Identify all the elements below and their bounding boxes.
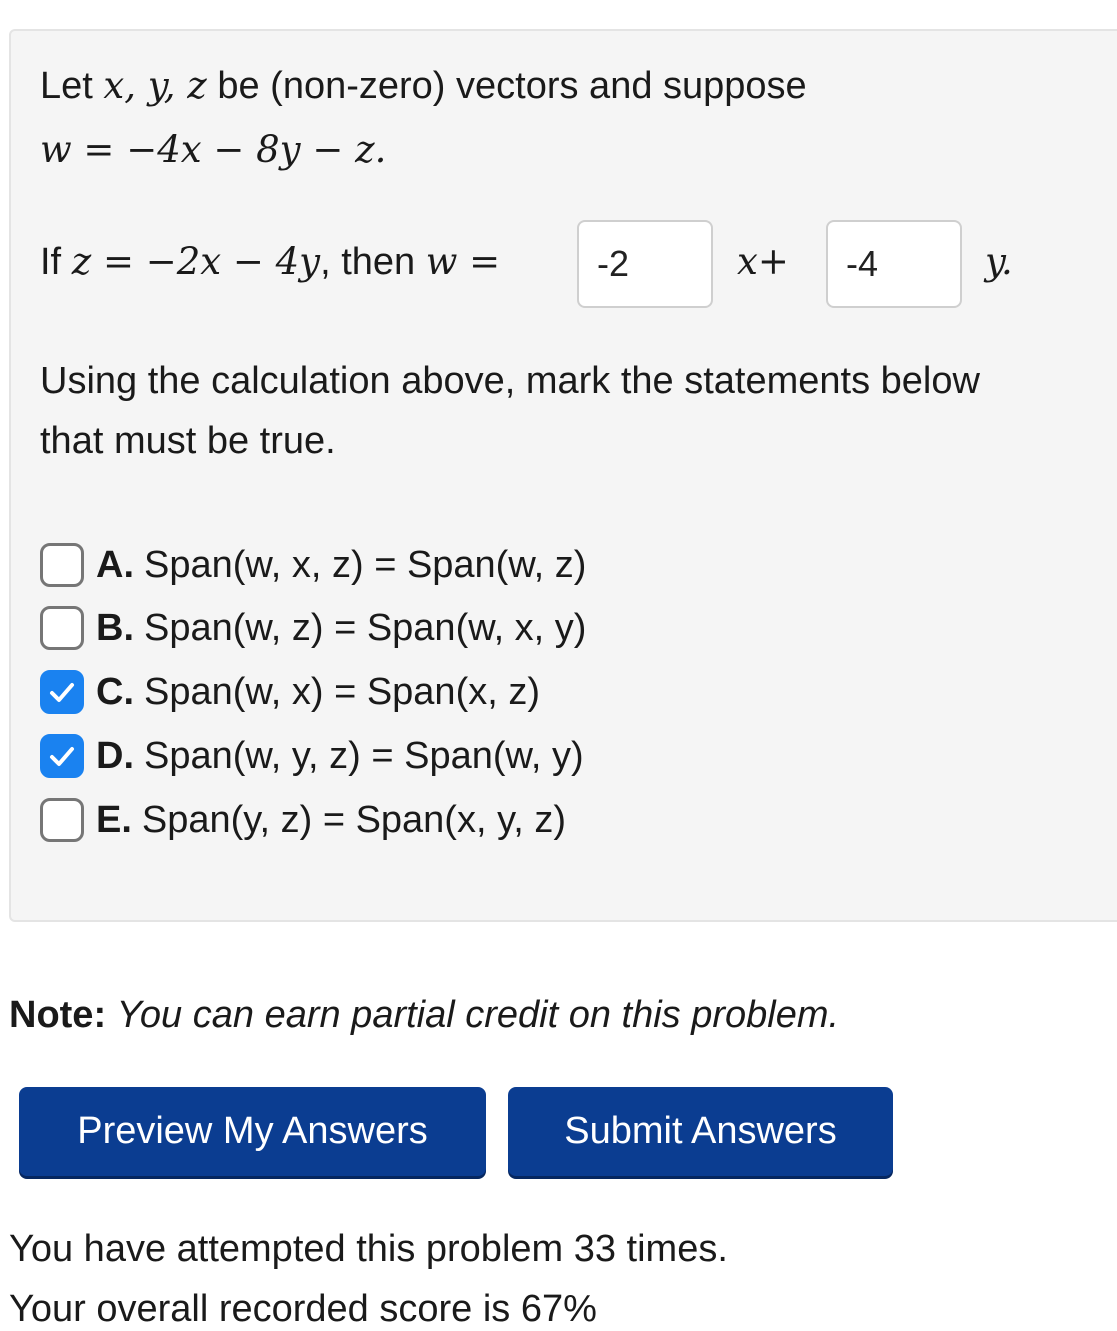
option-a[interactable] bbox=[40, 540, 586, 590]
equation-line bbox=[40, 128, 386, 172]
answer-input-x-coefficient[interactable] bbox=[577, 220, 713, 308]
if-label: If bbox=[40, 241, 72, 283]
answer-input-y-coefficient[interactable] bbox=[826, 220, 962, 308]
checkbox-e[interactable] bbox=[40, 798, 84, 842]
checkbox-d[interactable] bbox=[40, 734, 84, 778]
check-icon bbox=[46, 740, 78, 772]
option-label bbox=[96, 544, 586, 587]
checkbox-a[interactable] bbox=[40, 543, 84, 587]
note-text: You can earn partial credit on this problem. bbox=[116, 994, 840, 1036]
option-d[interactable] bbox=[40, 731, 584, 781]
checkbox-b[interactable] bbox=[40, 606, 84, 650]
y-end-label bbox=[985, 240, 1013, 284]
submit-answers-button[interactable]: Submit Answers bbox=[508, 1087, 893, 1176]
option-c[interactable] bbox=[40, 667, 540, 717]
instruction-line-2: that must be true. bbox=[40, 420, 336, 462]
option-letter: B. bbox=[96, 606, 134, 649]
note-label: Note: bbox=[9, 994, 107, 1036]
option-b[interactable] bbox=[40, 603, 586, 653]
intro-text: Let bbox=[40, 65, 104, 107]
x-plus-label bbox=[737, 240, 789, 284]
attempts-status: You have attempted this problem 33 times. bbox=[9, 1228, 728, 1270]
option-letter: E. bbox=[96, 798, 132, 841]
check-icon bbox=[46, 676, 78, 708]
option-letter: A. bbox=[96, 543, 134, 586]
preview-answers-button[interactable]: Preview My Answers bbox=[19, 1087, 486, 1176]
partial-credit-note bbox=[9, 994, 839, 1037]
option-letter: D. bbox=[96, 734, 134, 777]
option-label bbox=[96, 671, 540, 714]
option-text: Span(y, z) = Span(x, y, z) bbox=[141, 798, 567, 841]
y-end: y. bbox=[985, 240, 1013, 283]
instruction-line-1: Using the calculation above, mark the statements below bbox=[40, 360, 980, 402]
option-label bbox=[96, 735, 584, 778]
equation-w: w = −4x − 8y − z. bbox=[40, 128, 387, 171]
option-letter: C. bbox=[96, 670, 134, 713]
option-label bbox=[96, 799, 566, 842]
intro-vars: x, y, z bbox=[103, 64, 207, 107]
checkbox-c[interactable] bbox=[40, 670, 84, 714]
option-e[interactable] bbox=[40, 795, 566, 845]
if-line bbox=[40, 240, 500, 284]
if-equation: z = −2x − 4y bbox=[71, 240, 321, 283]
option-text: Span(w, z) = Span(w, x, y) bbox=[144, 606, 587, 649]
problem-intro bbox=[40, 64, 807, 108]
intro-rest: be (non-zero) vectors and suppose bbox=[206, 65, 807, 107]
option-text: Span(w, x) = Span(x, z) bbox=[144, 670, 540, 713]
option-text: Span(w, y, z) = Span(w, y) bbox=[144, 734, 584, 777]
then-equation: w = bbox=[425, 240, 501, 283]
x-plus: x+ bbox=[737, 240, 789, 283]
then-label: , then bbox=[320, 241, 426, 283]
score-status: Your overall recorded score is 67% bbox=[9, 1288, 597, 1330]
option-text: Span(w, x, z) = Span(w, z) bbox=[144, 543, 587, 586]
option-label bbox=[96, 607, 586, 650]
